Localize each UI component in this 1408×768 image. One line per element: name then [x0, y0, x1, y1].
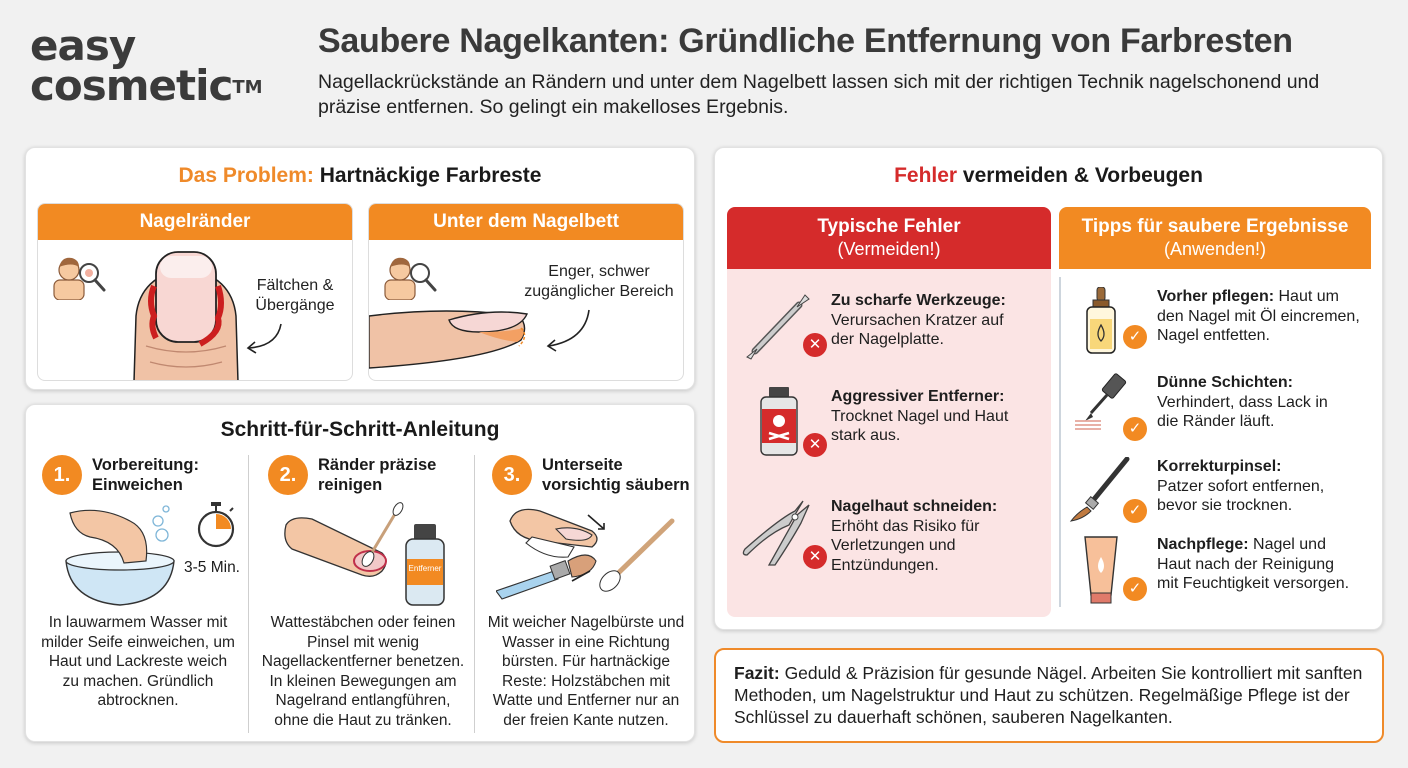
finger-cotton-swab-icon: [282, 501, 412, 591]
problem-panel-under-nail: [368, 203, 684, 381]
page-title: Saubere Nagelkanten: Gründliche Entfernung von Farbresten: [318, 22, 1293, 60]
soaking-bowl-icon: [60, 501, 180, 611]
conclusion-text: Geduld & Präzision für gesunde Nägel. Arbeiten Sie kontrolliert mit sanften Methoden, um Nagelstruktur und Haut zu schützen. Regelmäßige Pflege ist der Schlüssel zu dauerhaft schönen, sauberen Nagelkanten.: [734, 663, 1363, 727]
mistake-text: Aggressiver Entferner: Trocknet Nagel und Haut stark aus.: [831, 388, 1009, 444]
check-icon: ✓: [1123, 499, 1147, 523]
stopwatch-icon: [194, 501, 238, 549]
problem-title-rest: Hartnäckige Farbreste: [313, 164, 542, 187]
step-number: 1.: [42, 455, 82, 495]
check-icon: ✓: [1123, 325, 1147, 349]
step-title: Ränder präzise reinigen: [318, 456, 437, 494]
mistake-text: Nagelhaut schneiden: Erhöht das Risiko für Verletzungen und Entzündungen.: [831, 498, 998, 574]
step-title: Vorbereitung: Einweichen: [92, 456, 199, 494]
steps-card: [25, 404, 695, 742]
panel-heading: Unter dem Nagelbett: [369, 204, 683, 240]
caption-under-nail: Enger, schwer zugänglicher Bereich: [524, 263, 674, 300]
conclusion-label: Fazit:: [734, 663, 780, 683]
mistakes-title-accent: Fehler: [894, 164, 958, 187]
problem-card: [25, 147, 695, 390]
error-x-icon: ✕: [803, 333, 827, 357]
tip-text: Vorher pflegen: Haut um den Nagel mit Öl eincremen, Nagel entfetten.: [1157, 288, 1360, 344]
step-number: 2.: [268, 455, 308, 495]
caption-nail-edges: Fältchen & Übergänge: [255, 277, 335, 314]
problem-title-accent: Das Problem:: [178, 164, 314, 187]
conclusion-box: [714, 648, 1384, 743]
step-title: Unterseite vorsichtig säubern: [542, 456, 690, 494]
problem-title: [26, 164, 694, 188]
bottle-label: Entferner: [408, 564, 442, 573]
arrow-icon: [243, 322, 287, 358]
step-3: [478, 455, 694, 733]
mistake-text: Zu scharfe Werkzeuge: Verursachen Kratzer auf der Nagelplatte.: [831, 292, 1006, 348]
step-divider: [248, 455, 249, 733]
error-x-icon: ✕: [803, 545, 827, 569]
step-description: Mit weicher Nagelbürste und Wasser in eine Richtung bürsten. Für hartnäckige Reste: Holzstäbchen mit Watte und Entferner nur an der freien Kante nutzen.: [487, 614, 685, 729]
panel-heading: Nagelränder: [38, 204, 352, 240]
brand-line-2: cosmetic: [30, 61, 233, 110]
tips-column-header: Tipps für saubere Ergebnisse (Anwenden!): [1059, 207, 1371, 269]
error-x-icon: ✕: [803, 433, 827, 457]
step-description: In lauwarmem Wasser mit milder Seife einweichen, um Haut und Lackreste weich zu machen. Gründlich abtrocknen.: [41, 614, 235, 709]
step-divider: [474, 455, 475, 733]
person-magnifier-icon: [383, 250, 441, 300]
brand-line-1: easy: [30, 21, 136, 70]
step-number: 3.: [492, 455, 532, 495]
step-description: Wattestäbchen oder feinen Pinsel mit wenig Nagellackentferner benetzen. In kleinen Bewegungen am Nagelrand entlangführen, ohne die Haut zu tränken.: [261, 614, 465, 729]
mistakes-title: [715, 164, 1382, 188]
arrow-icon: [541, 308, 595, 354]
typical-mistakes-column: [727, 207, 1051, 617]
problem-panel-nail-edges: [37, 203, 353, 381]
step-1: [28, 455, 248, 733]
mistakes-card: [714, 147, 1383, 630]
step-2: [254, 455, 472, 733]
brand-logo: [30, 21, 263, 110]
tip-text: Nachpflege: Nagel und Haut nach der Reinigung mit Feuchtigkeit versorgen.: [1157, 536, 1350, 592]
nail-edges-illustration: [126, 246, 246, 381]
check-icon: ✓: [1123, 577, 1147, 601]
timer-label: 3-5 Min.: [184, 559, 240, 576]
under-nail-illustration: [369, 302, 549, 381]
tips-column: [1059, 207, 1371, 617]
trademark: TM: [232, 77, 263, 98]
check-icon: ✓: [1123, 417, 1147, 441]
mistakes-title-rest: vermeiden & Vorbeugen: [957, 164, 1203, 187]
steps-title: Schritt-für-Schritt-Anleitung: [220, 418, 500, 441]
tip-text: Dünne Schichten: Verhindert, dass Lack in die Ränder läuft.: [1157, 374, 1328, 430]
mistakes-column-header: Typische Fehler (Vermeiden!): [727, 207, 1051, 269]
nail-brush-swab-icon: [496, 501, 686, 601]
tip-text: Korrekturpinsel: Patzer sofort entfernen, bevor sie trocknen.: [1157, 458, 1325, 514]
person-magnifier-icon: [52, 250, 110, 300]
page-subtitle: Nagellackrückstände an Rändern und unter dem Nagelbett lassen sich mit der richtigen Technik nagelschonend und präzise entfernen. So gelingt ein makelloses Ergebnis.: [318, 71, 1320, 118]
